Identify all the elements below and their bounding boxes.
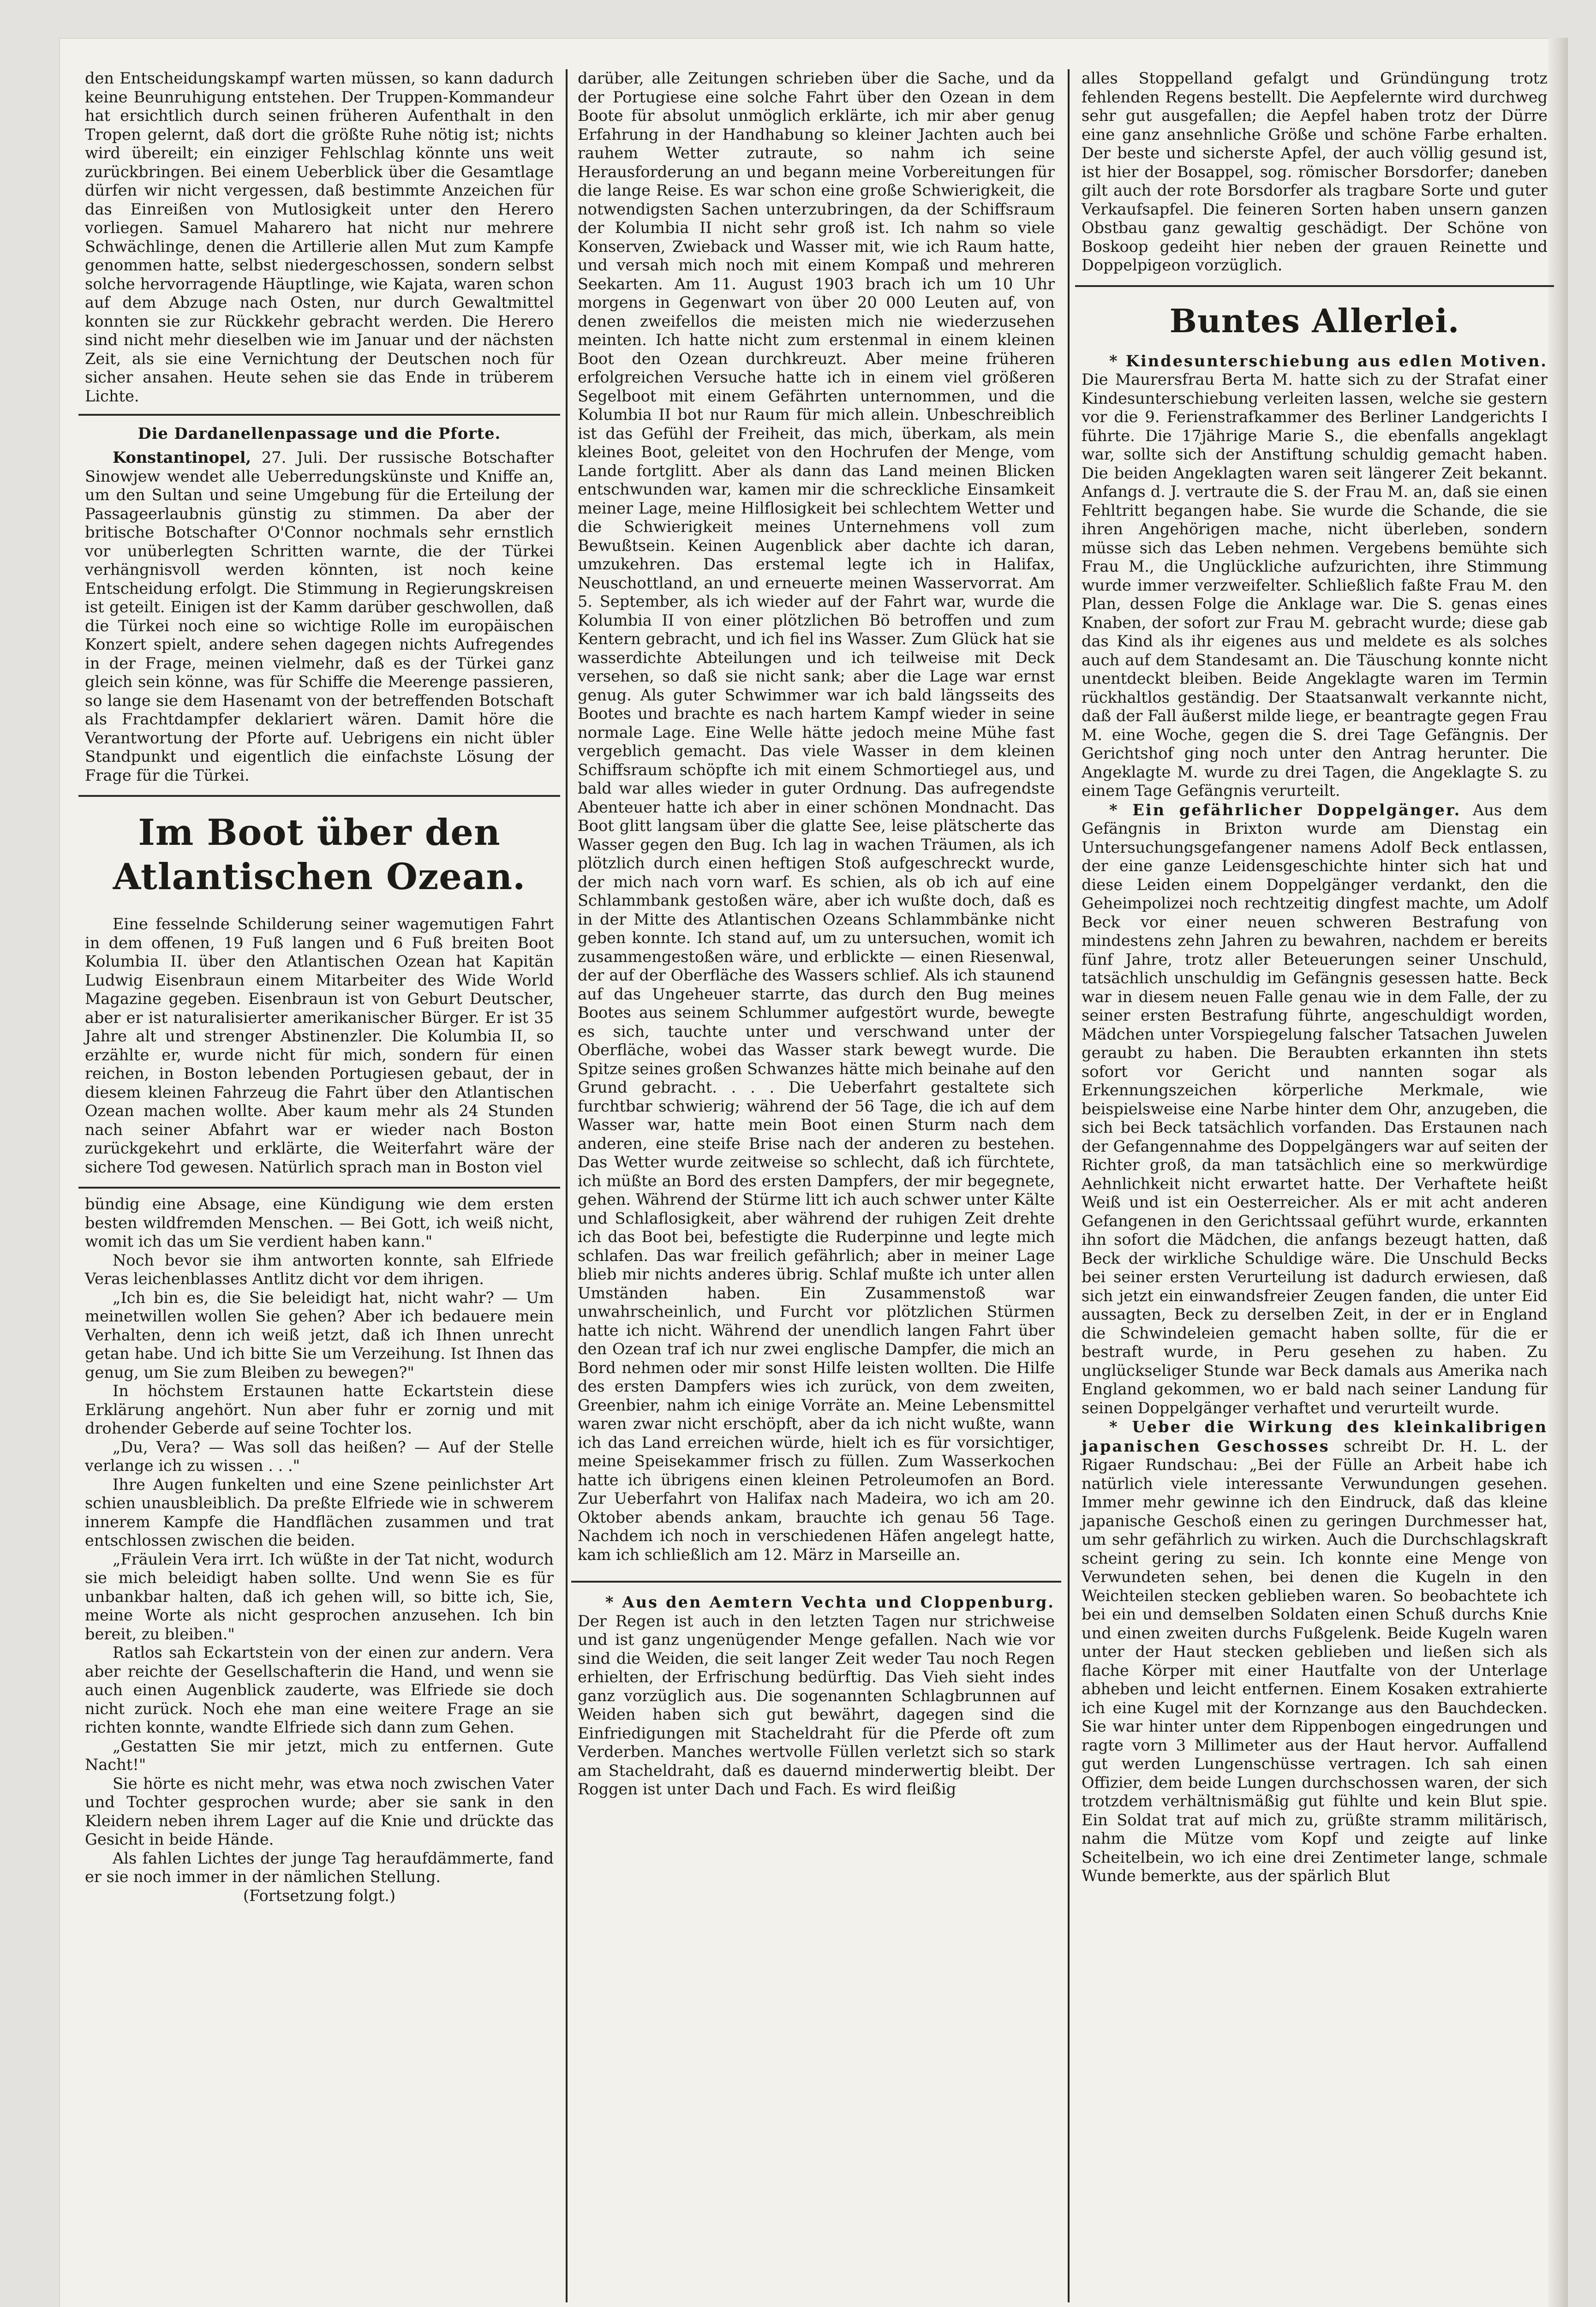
item-geschoss [1082, 1417, 1548, 1886]
dateline: Konstantinopel, [113, 448, 251, 466]
article-text: Der Regen ist auch in den letzten Tagen nur strichweise und ist ganz ungenügender Menge gefallen. Nach wie vor sind die Weiden, die seit langer Zeit weder Tau noch Regen erhielten, der Erfrischung bedürftig. Das Vieh sieht indes ganz vorzüglich aus. Die sogenannten Schlagbrunnen auf Weiden haben sich gut bewährt, dagegen sind die Einfriedigungen mit Stacheldraht für die Pferde oft zum Verderben. Manches wertvolle Füllen verletzt sich so stark am Stacheldraht, daß es dauernd minderwertig bleibt. Der Roggen ist unter Dach und Fach. Es wird fleißig [578, 1612, 1055, 1798]
serial-text: „Gestatten Sie mir jetzt, mich zu entfernen. Gute Nacht!" [85, 1737, 554, 1774]
section-headline-buntes: Buntes Allerlei. [1169, 301, 1460, 340]
serial-text: „Fräulein Vera irrt. Ich wüßte in der Tat nicht, wodurch sie mich beleidigt haben sollte. Und wenn Sie es für unbankbar halten, daß ich gehen will, so bitte ich, Sie, meine Worte als nicht gesprochen anzusehen. Ich bin bereit, zu bleiben." [85, 1550, 554, 1643]
column-rule-2 [1068, 69, 1070, 2302]
serial-text: Ihre Augen funkelten und eine Szene peinlichster Art schien unausbleiblich. Da preßte Elfriede wie in schwerem innerem Kampfe die Handflächen zusammen und trat entschlossen zwischen die beiden. [85, 1475, 554, 1549]
serial-text: bündig eine Absage, eine Kündigung wie dem ersten besten wildfremden Menschen. — Bei Gott, ich weiß nicht, womit ich das um Sie verdient haben kann." [85, 1195, 554, 1250]
column-1 [78, 69, 560, 2298]
column-rule-1 [566, 69, 568, 2302]
serial-text: Ratlos sah Eckartstein von der einen zur andern. Vera aber reichte der Gesellschafterin die Hand, und wenn sie auch einen Augenblick zauderte, was Elfriede sie doch nicht zurück. Noch ehe man eine weitere Frage an sie richten konnte, wandte Elfriede sich dann zum Gehen. [85, 1644, 554, 1736]
article-title: * Aus den Aemtern Vechta und Cloppenburg. [605, 1593, 1055, 1611]
item-text: schreibt Dr. H. L. der Rigaer Rundschau: „Bei der Fülle an Arbeit habe ich natürlich viele interessante Verwundungen gesehen. Immer mehr gewinne ich den Eindruck, daß das kleine japanische Geschoß einen zu geringen Durchmesser hat, um sehr gefährlich zu wirken. Auch die Durchschlagskraft scheint gering zu sein. Ich konnte eine Menge von Verwundeten sehen, bei denen die Kugeln in den Weichteilen stecken geblieben waren. So beobachtete ich bei ein und demselben Soldaten einen Schuß durchs Knie und einen zweiten durchs Fußgelenk. Beide Kugeln waren unter der Haut stecken geblieben und ließen sich als flache Körper mit einer Hautfalte von der Unterlage abheben und leicht entfernen. Einem Kosaken extrahierte ich eine Kugel mit der Kornzange aus den Bauchdecken. Sie war hinter unter dem Rippenbogen eingedrungen und ragte vorn 3 Millimeter aus der Haut hervor. Auffallend gut werden Lungenschüsse vertragen. Ich sah einen Offizier, dem beide Lungen durchschossen waren, der sich trotzdem verhältnismäßig gut fühlte und kein Blut spie. Ein Soldat trat auf mich zu, grüßte stramm militärisch, nahm die Mütze vom Kopf und zeigte auf linke Scheitelbein, wo ich eine drei Zentimeter lange, schmale Wunde bemerkte, aus der spärlich Blut [1082, 1437, 1548, 1885]
separator-rule [78, 414, 560, 416]
serial-text: „Ich bin es, die Sie beleidigt hat, nicht wahr? — Um meinetwillen wollen Sie gehen? Aber ich bedauere mein Verhalten, denn ich weiß jetzt, daß ich Ihnen unrecht getan habe. Und ich bitte Sie um Verzeihung. Ist Ihnen das genug, um Sie zum Bleiben zu bewegen?" [85, 1288, 554, 1381]
item-title: * Ein gefährlicher Doppelgänger. [1109, 800, 1461, 819]
serial-text: Sie hörte es nicht mehr, was etwa noch zwischen Vater und Tochter gesprochen wurde; aber sie sank in den Kleidern neben ihrem Lager auf die Knie und drückte das Gesicht in beide Hände. [85, 1774, 554, 1848]
column-2 [571, 69, 1061, 2298]
article-boot-continuation: darüber, alle Zeitungen schrieben über die Sache, und da der Portugiese eine solche Fahrt über den Ozean in dem Boote für absolut unmöglich erklärte, ich mir aber genug Erfahrung in der Handhabung so kleiner Jachten auch bei rauhem Wetter zutraute, so nahm ich seine Herausforderung an und begann meine Vorbereitungen für die lange Reise. Es war schon eine große Schwierigkeit, die notwendigsten Sachen unterzubringen, da der Schiffsraum der Kolumbia II nicht sehr groß ist. Ich nahm so viele Konserven, Zwieback und Wasser mit, wie ich Raum hatte, und versah mich noch mit einem Kompaß und mehreren Seekarten. Am 11. August 1903 brach ich um 10 Uhr morgens in Gegenwart von über 20 000 Leuten auf, von denen zweifellos die meisten mich nie wiederzusehen meinten. Ich hatte nicht zum erstenmal in einem kleinen Boot den Ozean durchkreuzt. Aber meine früheren erfolgreichen Versuche hatte ich in einem viel größeren Segelboot mit einem Gefährten unternommen, und die Kolumbia II bot nur Raum für mich allein. Unbeschreiblich ist das Gefühl der Freiheit, das mich, überkam, als mein kleines Boot, geleitet von den Hochrufen der Menge, vom Lande fortglitt. Aber als dann das Land meinen Blicken entschwunden war, kamen mir die schreckliche Einsamkeit meiner Lage, meine Hilflosigkeit bei schlechtem Wetter und die Schwierigkeit meines Unternehmens voll zum Bewußtsein. Keinen Augenblick aber dachte ich daran, umzukehren. Das erstemal legte ich in Halifax, Neuschottland, an und erneuerte meinen Wasservorrat. Am 5. September, als ich wieder auf der Fahrt war, wurde die Kolumbia II von einer plötzlichen Bö betroffen und zum Kentern gebracht, und ich fiel ins Wasser. Zum Glück hat sie wasserdichte Abteilungen und ich teilweise mit Deck versehen, so daß sie nicht sank; aber die Lage war ernst genug. Als guter Schwimmer war ich bald längsseits des Bootes und brachte es nach hartem Kampf wieder in seine normale Lage. Eine Welle hätte jedoch meine Mühe fast vergeblich gemacht. Das viele Wasser in dem kleinen Schiffsraum schöpfte ich mit einem Schmortiegel aus, und bald war alles wieder in guter Ordnung. Das aufregendste Abenteuer hatte ich aber in einer schönen Mondnacht. Das Boot glitt langsam über die glatte See, leise plätscherte das Wasser gegen den Bug. Ich lag in wachen Träumen, als ich plötzlich durch einen heftigen Stoß aufgeschreckt wurde, der mich nach vorn warf. Es schien, als ob ich auf eine Schlammbank gestoßen wäre, aber ich wußte doch, daß es in der Mitte des Atlantischen Ozeans Schlammbänke nicht geben konnte. Ich stand auf, um zu untersuchen, womit ich zusammengestoßen wäre, und erblickte — einen Riesenwal, der auf der Oberfläche des Wassers schlief. Als ich staunend auf das Ungeheuer starrte, das durch den Bug meines Bootes aus seinem Schlummer aufgestört wurde, bewegte es sich, tauchte unter und verschwand unter der Oberfläche, wobei das Wasser stark bewegt wurde. Die Spitze seines großen Schwanzes hätte mich beinahe auf den Grund gebracht. . . . Die Ueberfahrt gestaltete sich furchtbar schwierig; während der 56 Tage, die ich auf dem Wasser war, hatte mein Boot einen Sturm nach dem anderen, eine steife Brise nach der anderen zu bestehen. Das Wetter wurde zeitweise so schlecht, daß ich fürchtete, ich müßte an Bord des ersten Dampfers, der mir begegnete, gehen. Während der Stürme litt ich auch schwer unter Kälte und Schlaflosigkeit, aber während der ruhigen Zeit drehte ich das Boot bei, befestigte die Ruderpinne und legte mich schlafen. Das war freilich gefährlich; aber in meiner Lage blieb mir nichts anderes übrig. Schlaf mußte ich unter allen Umständen haben. Ein Zusammenstoß war unwahrscheinlich, und Furcht vor plötzlichen Stürmen hatte ich nicht. Während der unendlich langen Fahrt über den Ozean traf ich nur zwei englische Dampfer, die mich an Bord nehmen oder mir sonst Hilfe leisten wollten. Die Hilfe des ersten Dampfers wies ich zurück, von dem zweiten, Greenbier, nahm ich einige Vorräte an. Meine Lebensmittel waren zwar nicht erschöpft, aber da ich nicht wußte, wann ich das Land erreichen würde, hielt ich es für vorsichtiger, meine Speisekammer frisch zu füllen. Zum Wasserkochen hatte ich übrigens einen kleinen Petroleumofen an Bord. Zur Ueberfahrt von Halifax nach Madeira, wo ich am 20. Oktober abends ankam, brauchte ich genau 56 Tage. Nachdem ich noch in verschiedenen Häfen angelegt hatte, kam ich schließlich am 12. März in Marseille an. [578, 69, 1055, 1564]
article-vechta-continuation: alles Stoppelland gefalgt und Gründüngung trotz fehlenden Regens bestellt. Die Aepfelernte wird durchweg sehr gut ausgefallen; die Aepfel haben trotz der Dürre eine ganz ansehnliche Größe und schöne Farbe erhalten. Der beste und sicherste Apfel, der auch völlig gesund ist, ist hier der Bosappel, sog. römischer Borsdorfer; daneben gilt auch der rote Borsdorfer als tragbare Sorte und guter Verkaufsapfel. Die feineren Sorten haben unsern ganzen Obstbau ganz gewaltig geschädigt. Der Schöne von Boskoop gedeiht hier neben der grauen Reinette und Doppelpigeon vorzüglich. [1082, 69, 1548, 274]
article-headline-dardanellen: Die Dardanellenpassage und die Pforte. [137, 424, 501, 442]
item-text: Die Maurersfrau Berta M. hatte sich zu der Strafat einer Kindesunterschiebung verleiten lassen, welche sie gestern vor die 9. Ferienstrafkammer des Berliner Landgerichts I führte. Die 17jährige Marie S., die ebenfalls angeklagt war, sollte sich der Anstiftung schuldig gemacht haben. Die beiden Angeklagten waren seit längerer Zeit bekannt. Anfangs d. J. vertraute die S. der Frau M. an, daß sie einen Fehltritt begangen habe. Sie wurde die Schande, die sie ihren Angehörigen mache, nicht überleben, sondern müsse sich das Leben nehmen. Vergebens bemühte sich Frau M., die Unglückliche aufzurichten, ihre Stimmung wurde immer verzweifelter. Schließlich faßte Frau M. den Plan, dessen Folge die Anklage war. Die S. genas eines Knaben, der sofort zur Frau M. gebracht wurde; diese gab das Kind als ihr eigenes aus und meldete es als solches auch auf dem Standesamt an. Die Täuschung konnte nicht unentdeckt bleiben. Beide Angeklagte waren im Termin rückhaltlos geständig. Der Staatsanwalt verkannte nicht, daß der Fall äußerst milde liege, er beantragte gegen Frau M. eine Woche, gegen die S. drei Tage Gefängnis. Der Gerichtshof ging noch unter den Antrag herunter. Die Angeklagte M. wurde zu drei Tagen, die Angeklagte S. zu einem Tage Gefängnis verurteilt. [1082, 371, 1548, 800]
serial-text: „Du, Vera? — Was soll das heißen? — Auf der Stelle verlange ich zu wissen . . ." [85, 1438, 554, 1475]
article-boot-body: Eine fesselnde Schilderung seiner wagemutigen Fahrt in dem offenen, 19 Fuß langen und 6 Fuß breiten Boot Kolumbia II. über den Atlantischen Ozean hat Kapitän Ludwig Eisenbraun einem Mitarbeiter des Wide World Magazine gegeben. Eisenbraun ist von Geburt Deutscher, aber er ist naturalisierter amerikanischer Bürger. Er ist 35 Jahre alt und strenger Abstinenzler. Die Kolumbia II, so erzählte er, wurde nicht für mich, sondern für einen reichen, in Boston lebenden Portugiesen gebaut, der in diesem kleinen Fahrzeug die Fahrt über den Atlantischen Ozean machen wollte. Aber kaum mehr als 24 Stunden nach seiner Abfahrt war er wieder nach Boston zurückgekehrt und erklärte, die Weiterfahrt wäre der sichere Tod gewesen. Natürlich sprach man in Boston viel [85, 915, 554, 1176]
separator-rule-double [1075, 285, 1554, 287]
headline-line-2: Atlantischen Ozean. [113, 856, 526, 898]
serial-text: Noch bevor sie ihm antworten konnte, sah Elfriede Veras leichenblasses Antlitz dicht vor dem ihrigen. [85, 1251, 554, 1288]
separator-rule-double [571, 1581, 1061, 1583]
column-3 [1075, 69, 1554, 2298]
item-title: * Kindesunterschiebung aus edlen Motiven. [1109, 351, 1548, 370]
article-continuation: den Entscheidungskampf warten müssen, so kann dadurch keine Beunruhigung entstehen. Der Truppen-Kommandeur hat ersichtlich durch seinen früheren Aufenthalt in den Tropen gelernt, daß dort die größte Ruhe nötig ist; nichts wird übereilt; ein einziger Fehlschlag könnte uns weit zurückbringen. Bei einem Ueberblick über die Gesamtlage dürfen wir nicht vergessen, daß bestimmte Anzeichen für das Einreißen von Mutlosigkeit unter den Herero vorliegen. Samuel Maharero hat nicht nur mehrere Schwächlinge, denen die Artillerie allen Mut zum Kampfe genommen hatte, selbst niedergeschossen, sondern selbst solche hervorragende Häuptlinge, wie Kajata, waren schon auf dem Abzuge nach Osten, nur durch Gewaltmittel konnten sie zur Rückkehr gebracht werden. Die Herero sind nicht mehr dieselben wie im Januar und der nächsten Zeit, als sie eine Vernichtung der Deutschen noch für sicher ansahen. Heute sehen sie das Ende in trüberem Lichte. [85, 69, 554, 405]
separator-rule [78, 1187, 560, 1189]
item-text: Aus dem Gefängnis in Brixton wurde am Dienstag ein Untersuchungsgefangener namens Adolf Beck entlassen, der eine ganze Leidensgeschichte hinter sich hat und diese Leiden einem Doppelgänger verdankt, den die Geheimpolizei noch rechtzeitig dingfest machte, um Adolf Beck vor einer neuen schweren Bestrafung von mindestens zehn Jahren zu bewahren, nachdem er bereits fünf Jahre, trotz aller Beteuerungen seiner Unschuld, tatsächlich unschuldig im Gefängnis gesessen hatte. Beck war in diesem neuen Falle genau wie in dem Falle, der zu seiner ersten Bestrafung führte, angeschuldigt worden, Mädchen unter Vorspiegelung falscher Tatsachen Juwelen geraubt zu haben. Die Beraubten erkannten ihn stets sofort vor Gericht und nannten sogar als Erkennungszeichen körperliche Merkmale, wie beispielsweise eine Narbe hinter dem Ohr, anzugeben, die sich bei Beck tatsächlich vorfanden. Das Erstaunen nach der Gefangennahme des Doppelgängers war auf seiten der Richter groß, da man tatsächlich eine so merkwürdige Aehnlichkeit nicht erwartet hatte. Der Verhaftete heißt Weiß und ist ein Oesterreicher. Als er mit acht anderen Gefangenen in den Gerichtssaal geführt wurde, erkannten ihn sofort die Mädchen, die anfangs bezeugt hatten, daß Beck der wirkliche Schuldige wäre. Die Unschuld Becks bei seiner ersten Verurteilung ist dadurch erwiesen, daß sich jetzt ein einwandsfreier Zeugen fanden, die unter Eid aussagten, Beck zu derselben Zeit, in der er in England die Schwindeleien gemacht haben sollte, für die er bestraft wurde, in Peru gesehen zu haben. Zu unglückseliger Stunde war Beck damals aus Amerika nach England gekommen, wo er bald nach seiner Landung für seinen Doppelgänger verhaftet und verurteilt wurde. [1082, 801, 1548, 1417]
item-title: * Ueber die Wirkung des kleinkalibrigen japanischen Geschosses [1082, 1417, 1548, 1455]
separator-rule-double [78, 795, 560, 797]
article-vechta-body [578, 1593, 1055, 1799]
serial-text: Als fahlen Lichtes der junge Tag heraufdämmerte, fand er sie noch immer in der nämlichen Stellung. [85, 1849, 554, 1886]
article-text: 27. Juli. Der russische Botschafter Sinowjew wendet alle Ueberredungskünste und Kniffe an, um den Sultan und seine Umgebung für die Erteilung der Passageerlaubnis günstig zu stimmen. Da aber der britische Botschafter O'Connor nochmals sehr ernstlich vor unüberlegten Schritten warnte, die der Türkei verhängnisvoll werden könnten, ist noch keine Entscheidung erfolgt. Die Stimmung in Regierungskreisen ist geteilt. Einigen ist der Kamm darüber geschwollen, daß die Türkei noch eine so wichtige Rolle im europäischen Konzert spielt, andere sehen dagegen nichts Aufregendes in der Frage, meinen vielmehr, daß es der Türkei ganz gleich sein könne, was für Schiffe die Meerenge passieren, so lange sie dem Hasenamt von der betreffenden Botschaft als Frachtdampfer deklariert wären. Damit höre die Verantwortung der Pforte auf. Uebrigens ein nicht übler Standpunkt und eigentlich die einfachste Lösung der Frage für die Türkei. [85, 448, 554, 784]
item-doppelgaenger [1082, 801, 1548, 1418]
serial-text: In höchstem Erstaunen hatte Eckartstein diese Erklärung angehört. Nun aber fuhr er zornig und mit drohender Geberde auf seine Tochter los. [85, 1382, 554, 1437]
article-dardanellen-body [85, 448, 554, 785]
item-kindesunterschiebung [1082, 352, 1548, 801]
article-headline-boot [85, 811, 554, 899]
headline-line-1: Im Boot über den [138, 812, 501, 854]
continuation-note: (Fortsetzung folgt.) [243, 1886, 396, 1905]
